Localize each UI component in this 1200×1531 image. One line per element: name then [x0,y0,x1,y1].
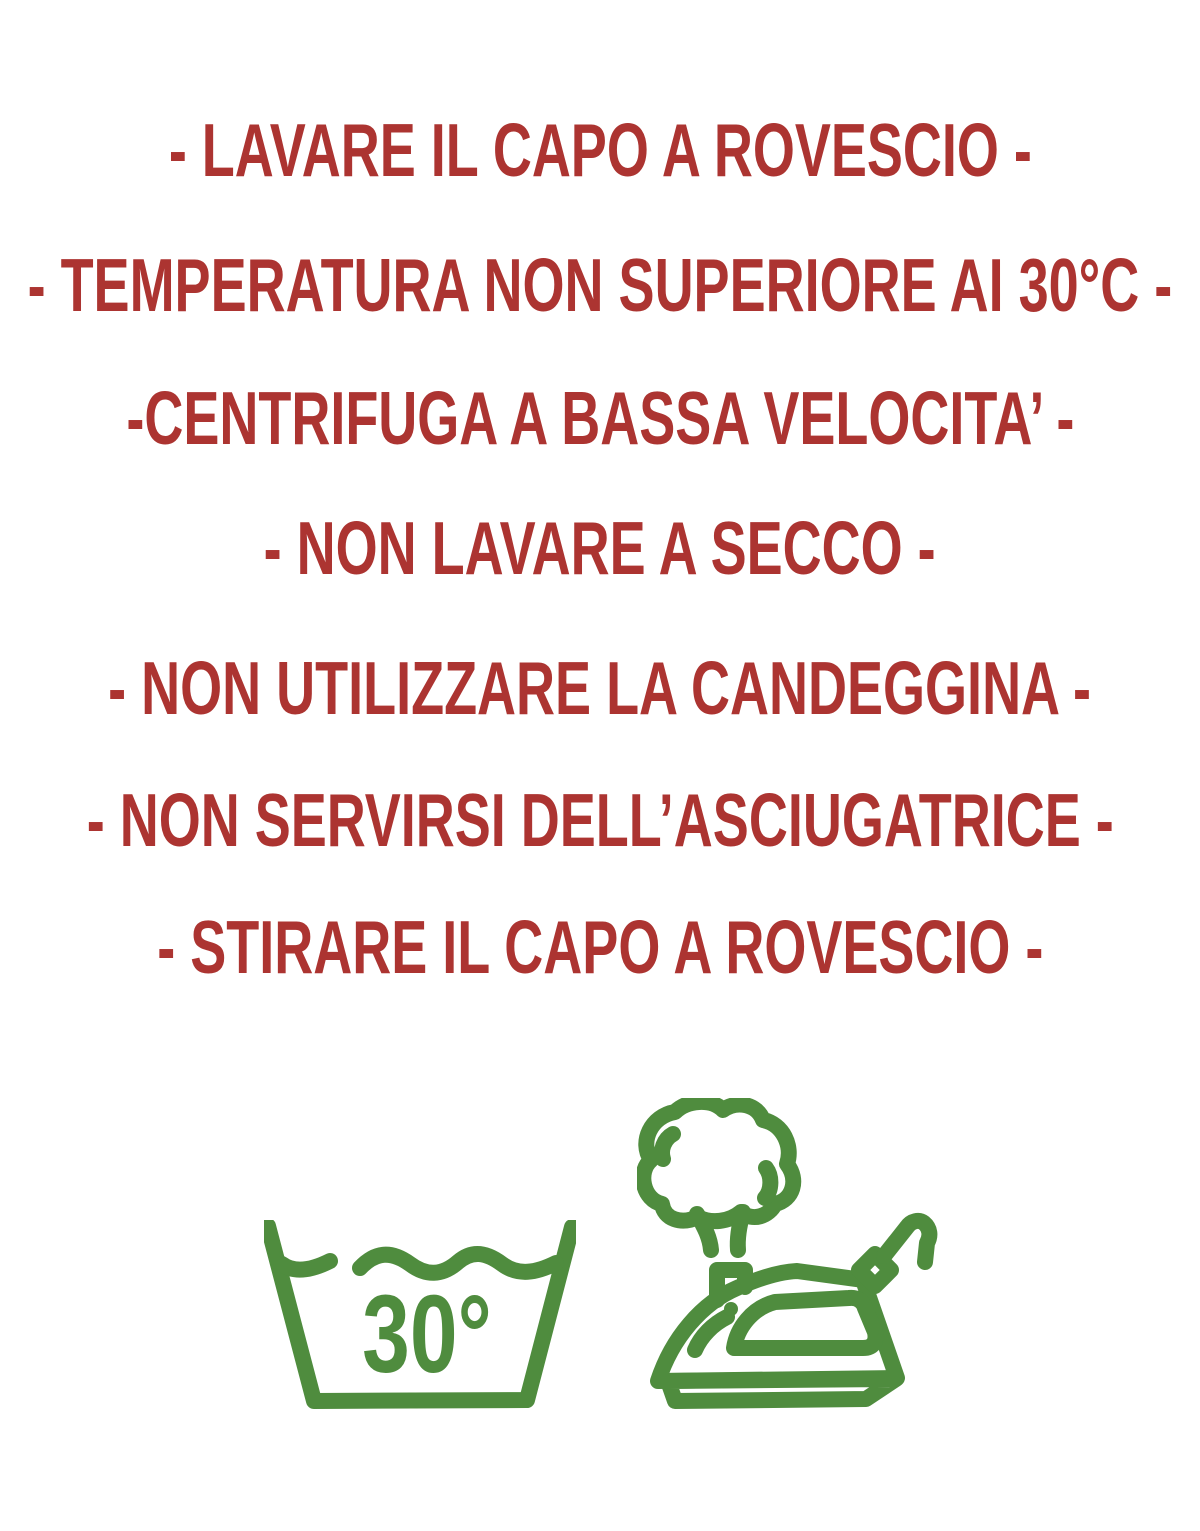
care-instruction-line [0,352,1200,484]
steam-stem-right [738,1212,743,1250]
wash-basin-30-icon [264,1220,576,1420]
care-instruction-line [0,754,1200,886]
care-instruction-line [0,84,1200,216]
care-instruction-text: - STIRARE IL CAPO A ROVESCIO - [156,905,1044,989]
steam-cloud-accent-left [662,1134,673,1159]
care-instruction-line [0,881,1200,1013]
care-instruction-line [0,482,1200,614]
steam-cloud [643,1102,793,1250]
steam-iron-icon [637,1098,939,1412]
steam-cloud-accent-right [765,1168,770,1198]
care-instruction-text: - NON SERVIRSI DELL’ASCIUGATRICE - [86,778,1114,862]
care-instruction-text: - NON LAVARE A SECCO - [263,506,936,590]
care-instruction-text: - LAVARE IL CAPO A ROVESCIO - [168,108,1032,192]
care-instruction-line [0,622,1200,754]
care-instruction-text: - NON UTILIZZARE LA CANDEGGINA - [108,646,1092,730]
iron-handle-window [734,1298,876,1348]
basin-water-line-left [282,1261,330,1270]
iron-body-outline [658,1271,897,1381]
basin-temperature-label: 30° [362,1272,492,1396]
basin-water-line [360,1254,556,1273]
iron-body-group [658,1221,929,1401]
steam-stem-left [697,1214,711,1250]
care-instruction-line [0,219,1200,351]
iron-power-cord [884,1221,929,1262]
iron-front-dot [724,1302,738,1316]
care-instruction-text: - TEMPERATURA NON SUPERIORE AI 30°C - [27,243,1173,327]
care-instruction-text: -CENTRIFUGA A BASSA VELOCITA’ - [125,376,1075,460]
iron-base-plate [668,1379,896,1401]
